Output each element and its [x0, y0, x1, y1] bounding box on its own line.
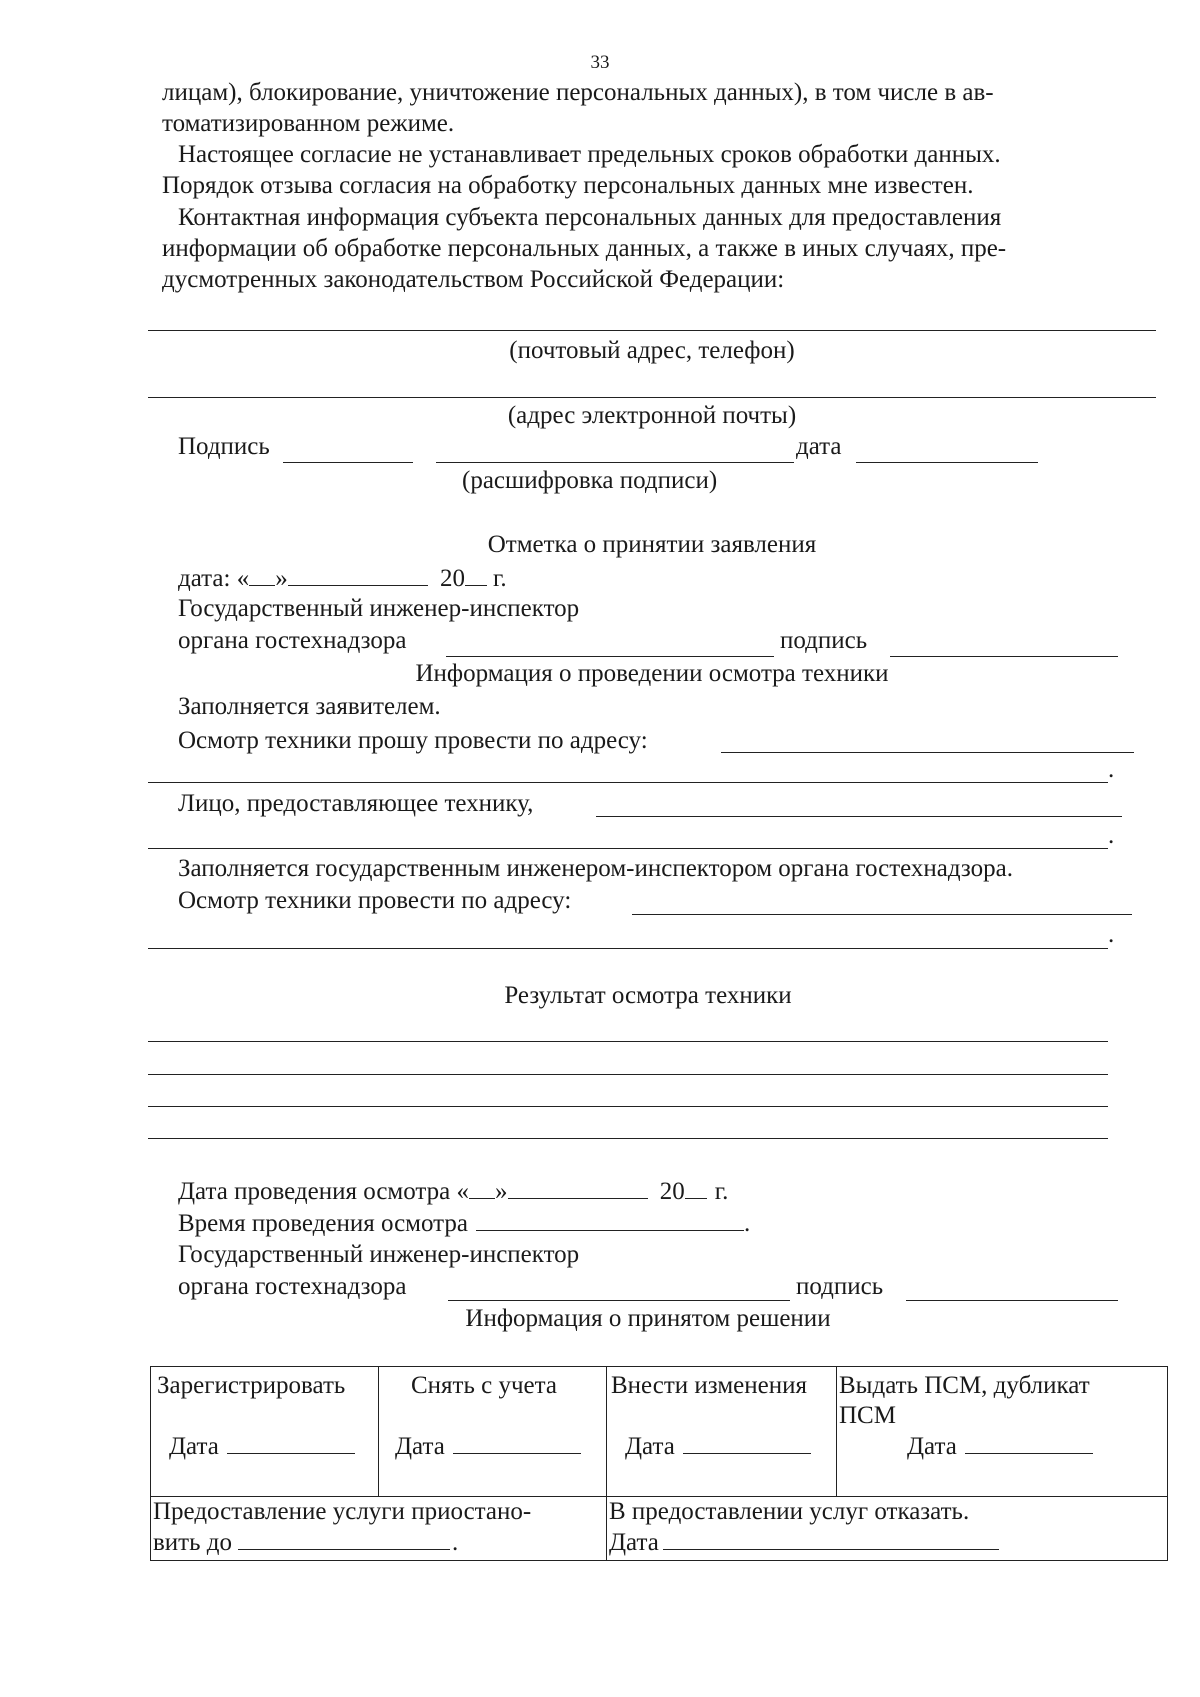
result-signature-label: подпись: [796, 1273, 884, 1300]
result-line-1[interactable]: [148, 1041, 1108, 1042]
decision-option-title: Выдать ПСМ, дубликат ПСМ: [839, 1372, 1090, 1429]
inspector-note: Заполняется государственным инженером-инспектором органа гостехнадзора.: [178, 855, 1013, 882]
decision-option-deregister[interactable]: [379, 1367, 607, 1497]
decision-option-title: Зарегистрировать: [157, 1372, 346, 1399]
decision-date-field[interactable]: [453, 1431, 581, 1454]
decision-suspend-date-field[interactable]: [238, 1527, 450, 1550]
inspection-heading: Информация о проведении осмотра техники: [415, 660, 889, 687]
inspection-day-field[interactable]: [469, 1176, 495, 1199]
acceptance-month-field[interactable]: [288, 563, 428, 586]
decision-refuse-date-field[interactable]: [663, 1527, 999, 1550]
inspection-time-label: Время проведения осмотра: [178, 1210, 469, 1237]
decision-suspend-line-1: Предоставление услуги приостано-: [153, 1498, 532, 1525]
signature-decode-field[interactable]: [436, 462, 794, 463]
acceptance-date-prefix: дата: «: [178, 565, 250, 592]
acceptance-signature-field[interactable]: [890, 656, 1118, 657]
consent-term-line-2: Порядок отзыва согласия на обработку персональных данных мне известен.: [162, 172, 974, 199]
contact-info-line-1: Контактная информация субъекта персональных данных для предоставления: [178, 204, 1002, 231]
conduct-address-field-2[interactable]: [148, 948, 1108, 949]
result-inspector-name-field[interactable]: [448, 1300, 790, 1301]
conduct-address-field[interactable]: [632, 914, 1132, 915]
signature-decode-caption: (расшифровка подписи): [462, 467, 718, 494]
acceptance-inspector-name-field[interactable]: [446, 656, 774, 657]
decision-option-title: Внести изменения: [611, 1372, 807, 1399]
person-label: Лицо, предоставляющее технику,: [178, 790, 534, 817]
inspection-time-period: .: [744, 1210, 751, 1237]
person-period: .: [1108, 822, 1115, 849]
applicant-note: Заполняется заявителем.: [178, 693, 441, 720]
decision-heading: Информация о принятом решении: [465, 1305, 831, 1332]
signature-field[interactable]: [283, 462, 413, 463]
acceptance-date-mid: »: [275, 565, 288, 592]
result-signature-field[interactable]: [906, 1300, 1118, 1301]
conduct-address-label: Осмотр техники провести по адресу:: [178, 887, 572, 914]
acceptance-year-suffix: г.: [492, 565, 507, 592]
request-address-field-2[interactable]: [148, 782, 1108, 783]
person-field[interactable]: [596, 816, 1122, 817]
result-line-4[interactable]: [148, 1138, 1108, 1139]
decision-refuse-line-2: Дата: [609, 1529, 659, 1556]
decision-date-label: Дата: [169, 1433, 219, 1460]
inspection-date-mid: »: [495, 1178, 508, 1205]
acceptance-signature-label: подпись: [780, 627, 868, 654]
inspection-time-field[interactable]: [476, 1208, 744, 1231]
signature-date-label: дата: [796, 433, 842, 460]
decision-suspend-cell[interactable]: [151, 1497, 607, 1561]
decision-refuse-line-1: В предоставлении услуг отказать.: [609, 1498, 970, 1525]
acceptance-date-row: [178, 563, 507, 594]
conduct-address-period: .: [1108, 921, 1115, 948]
decision-date-label: Дата: [395, 1433, 445, 1460]
acceptance-day-field[interactable]: [249, 563, 275, 586]
decision-date-field[interactable]: [965, 1431, 1093, 1454]
request-address-field[interactable]: [721, 752, 1134, 753]
decision-suspend-period: .: [451, 1529, 459, 1556]
decision-date-field[interactable]: [683, 1431, 811, 1454]
intro-line-2: томатизированном режиме.: [162, 110, 455, 137]
decision-option-title: Снять с учета: [411, 1372, 557, 1399]
decision-date-row: [381, 1401, 606, 1462]
decision-date-label: Дата: [625, 1433, 675, 1460]
person-field-2[interactable]: [148, 848, 1108, 849]
decision-table: [150, 1366, 1168, 1561]
postal-address-caption: (почтовый адрес, телефон): [509, 337, 795, 364]
acceptance-year-prefix: 20: [439, 565, 465, 592]
inspection-year-suffix: г.: [714, 1178, 729, 1205]
result-inspector-line-2: органа гостехнадзора: [178, 1273, 407, 1300]
email-caption: (адрес электронной почты): [507, 402, 797, 429]
decision-date-row: [609, 1401, 836, 1462]
inspection-date-row: [178, 1176, 728, 1207]
decision-date-row: [153, 1401, 378, 1462]
decision-date-field[interactable]: [227, 1431, 355, 1454]
request-address-label: Осмотр техники прошу провести по адресу:: [178, 727, 648, 754]
decision-date-label: Дата: [907, 1433, 957, 1460]
postal-address-field[interactable]: [148, 330, 1156, 331]
decision-suspend-line-2: вить до: [153, 1529, 232, 1556]
inspection-time-row: [178, 1208, 750, 1239]
inspection-date-prefix: Дата проведения осмотра «: [178, 1178, 469, 1205]
signature-label: Подпись: [178, 433, 270, 460]
decision-suspend-row: [153, 1527, 606, 1558]
inspection-month-field[interactable]: [508, 1176, 648, 1199]
acceptance-year-field[interactable]: [465, 563, 487, 586]
decision-options-row: [151, 1367, 1168, 1497]
acceptance-inspector-line-2: органа гостехнадзора: [178, 627, 407, 654]
decision-option-register[interactable]: [151, 1367, 379, 1497]
decision-refuse-row: [609, 1527, 1167, 1558]
decision-option-issue-psm[interactable]: [837, 1367, 1168, 1497]
request-address-period: .: [1108, 756, 1115, 783]
inspection-year-field[interactable]: [685, 1176, 707, 1199]
consent-term-line-1: Настоящее согласие не устанавливает предельных сроков обработки данных.: [178, 141, 1001, 168]
decision-bottom-row: [151, 1497, 1168, 1561]
acceptance-inspector-line-1: Государственный инженер-инспектор: [178, 595, 580, 622]
decision-date-row: [839, 1431, 1167, 1462]
decision-refuse-cell[interactable]: [607, 1497, 1168, 1561]
contact-info-line-2: информации об обработке персональных данных, а также в иных случаях, пре-: [162, 235, 1007, 262]
decision-option-modify[interactable]: [607, 1367, 837, 1497]
intro-line-1: лицам), блокирование, уничтожение персональных данных), в том числе в ав-: [162, 79, 994, 106]
page-number: 33: [590, 52, 610, 73]
result-line-3[interactable]: [148, 1106, 1108, 1107]
acceptance-heading: Отметка о принятии заявления: [487, 531, 817, 558]
result-inspector-line-1: Государственный инженер-инспектор: [178, 1241, 580, 1268]
signature-date-field[interactable]: [856, 462, 1038, 463]
inspection-year-prefix: 20: [659, 1178, 685, 1205]
result-heading: Результат осмотра техники: [504, 982, 792, 1009]
result-line-2[interactable]: [148, 1074, 1108, 1075]
email-field[interactable]: [148, 397, 1156, 398]
contact-info-line-3: дусмотренных законодательством Российской Федерации:: [162, 266, 785, 293]
